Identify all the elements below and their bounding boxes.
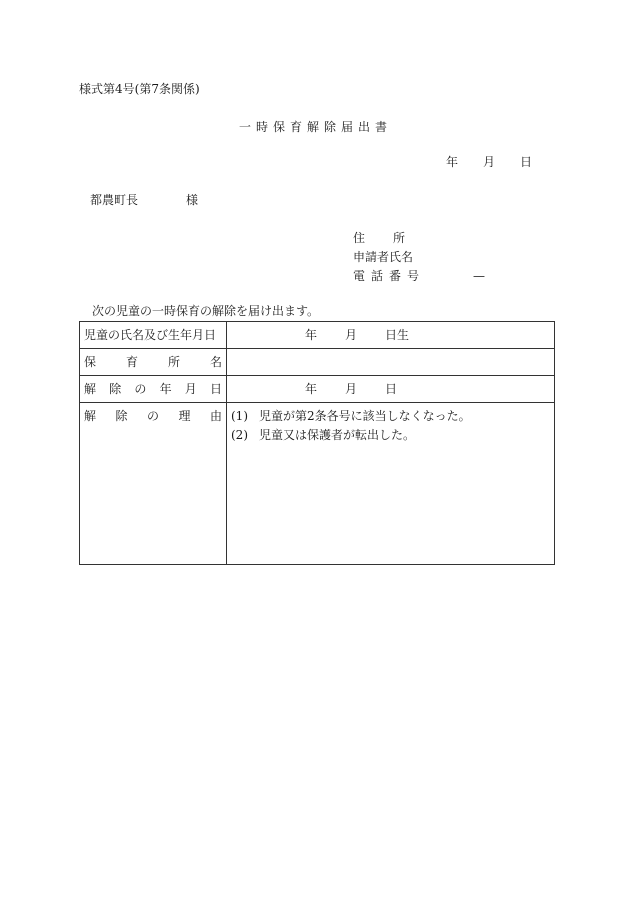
- address-label: 住所: [353, 231, 434, 245]
- intro-text: 次の児童の一時保育の解除を届け出ます。: [92, 304, 320, 318]
- release-date-label: 解 除 の 年 月 日: [84, 382, 222, 396]
- label-char: 保: [84, 355, 97, 369]
- form-table: [79, 321, 555, 565]
- release-date-label-cell: [80, 376, 227, 403]
- label-char: 育: [125, 355, 138, 369]
- table-row: [80, 349, 555, 376]
- date-month-label: 月: [483, 155, 496, 169]
- child-name-dob-field[interactable]: [227, 322, 555, 349]
- table-row: [80, 322, 555, 349]
- release-reason-label: 解 除 の 理 由: [84, 409, 222, 423]
- form-number: 様式第4号(第7条関係): [79, 82, 200, 96]
- table-row: [80, 403, 555, 565]
- addressee-honorific: 様: [186, 193, 199, 207]
- phone-separator: —: [473, 269, 486, 283]
- release-month-label: 月: [345, 382, 358, 396]
- date-year-label: 年: [446, 155, 459, 169]
- reason-option-2[interactable]: (2) 児童又は保護者が転出した。: [231, 428, 416, 442]
- release-reason-field[interactable]: [227, 403, 555, 565]
- release-reason-label-cell: [80, 403, 227, 565]
- dob-year-label: 年: [305, 328, 318, 342]
- release-day-label: 日: [385, 382, 398, 396]
- reason-option-1[interactable]: (1) 児童が第2条各号に該当しなくなった。: [231, 409, 471, 423]
- label-char: 名: [209, 355, 222, 369]
- dob-month-label: 月: [345, 328, 358, 342]
- release-year-label: 年: [305, 382, 318, 396]
- phone-row: [353, 269, 485, 283]
- addressee-name: 都農町長: [90, 193, 139, 207]
- child-name-dob-label: 児童の氏名及び生年月日: [80, 322, 227, 349]
- nursery-name-field[interactable]: [227, 349, 555, 376]
- date-day-label: 日: [520, 155, 533, 169]
- table-row: [80, 376, 555, 403]
- nursery-name-label-cell: [80, 349, 227, 376]
- document-title: 一時保育解除届出書: [239, 120, 393, 134]
- phone-label: 電話番号: [353, 269, 426, 283]
- dob-day-label: 日生: [385, 328, 410, 342]
- applicant-name-label: 申請者氏名: [353, 250, 414, 264]
- addressee: [90, 193, 198, 207]
- label-char: 所: [167, 355, 180, 369]
- nursery-name-label: [84, 355, 222, 369]
- release-date-field[interactable]: [227, 376, 555, 403]
- submission-date: [446, 155, 532, 169]
